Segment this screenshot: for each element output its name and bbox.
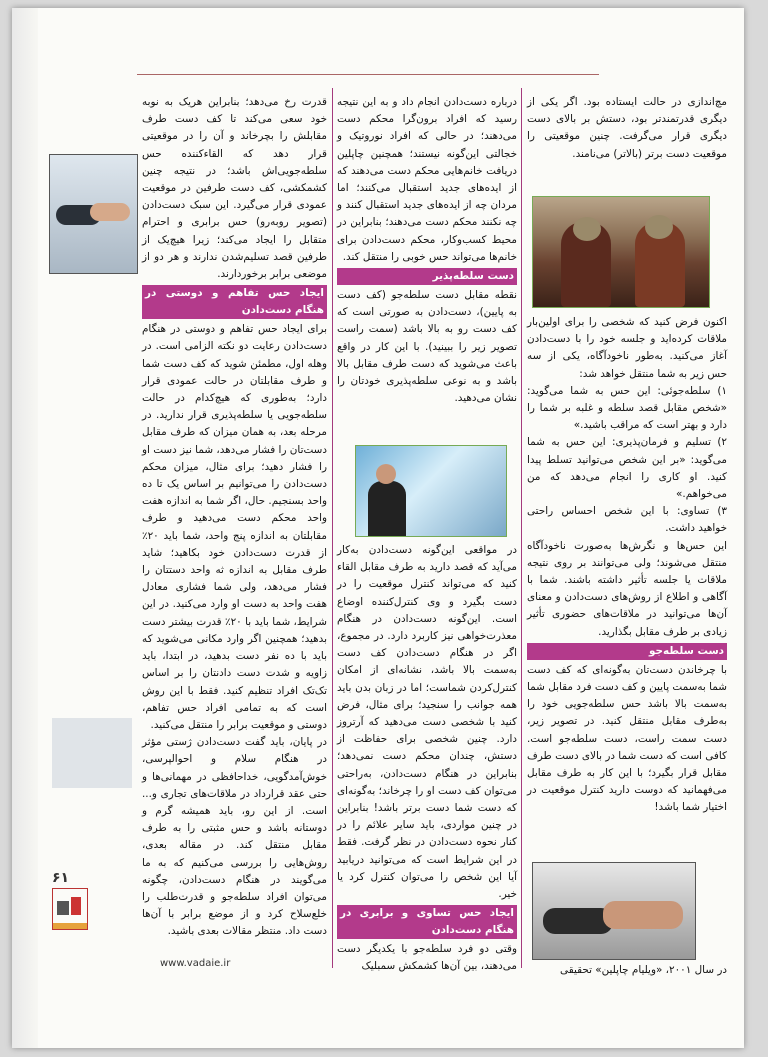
man-figure	[368, 481, 406, 536]
website-url[interactable]: www.vadaie.ir	[160, 958, 231, 969]
paragraph: درباره دست‌دادن انجام داد و به این نتیجه رسید که افراد برون‌گرا محکم دست می‌دهند؛ در حالی که افراد نوروتیک و خجالتی این‌گونه نیستند؛ همچنین چاپلین دریافت خانم‌هایی محکم دست می‌دهند که از ایده‌های جدید استقبال می‌کنند؛ اما مردان چه از ایده‌های جدید استقبال کنند و چه نکنند محکم دست می‌دهند؛ بنابراین در محیط کسب‌وکار، محکم دست‌دادن برای خانم‌ها می‌تواند حس خوبی را منتقل کند.	[337, 96, 517, 263]
paragraph: با چرخاندن دست‌تان به‌گونه‌ای که کف دست شما به‌سمت پایین و کف دست فرد مقابل شما به‌سمت بالا باشد حس سلطه‌جویی خود را به‌طرف مقابل منتقل کنید. در تصویر زیر، دست سمت راست، دست سلطه‌جو است. کافی است که دست شما در بالای دست طرف مقابل قرار بگیرد؛ با این کار به طرف مقابل می‌فهمانید که دوست دارید کنترل موقعیت در اختیار شما باشد!	[527, 663, 727, 814]
paragraph: نقطه مقابل دست سلطه‌جو (کف دست به پایین)، دست‌دادن به صورتی است که کف دست رو به بالا باشد (سمت راست تصویر زیر را ببینید). با این کار در واقع باعث می‌شوید که دست طرف مقابل بالا باشد و به نوعی سلطه‌پذیری خودتان را نشان می‌دهید.	[337, 289, 517, 405]
column-middle	[337, 94, 517, 407]
paragraph: وقتی دو فرد سلطه‌جو با یکدیگر دست می‌دهند، بین آن‌ها کشمکش سمبلیک	[337, 943, 517, 973]
paragraph: در سال ۲۰۰۱، «ویلیام چاپلین» تحقیقی	[560, 964, 727, 976]
hand	[90, 203, 130, 221]
paragraph: این حس‌ها و نگرش‌ها به‌صورت ناخودآگاه منتقل می‌شوند؛ ولی می‌توانند بر روی نتیجه ملاقات یا جلسه تأثیر داشته باشند. شما با آگاهی و اطلاع از روش‌های دست‌دادن و معنای آن‌ها می‌توانید در ملاقات‌های حضوری تأثیر زیادی بر طرف مقابل بگذارید.	[527, 539, 727, 638]
hand	[603, 901, 683, 929]
column-right	[527, 94, 727, 163]
magazine-logo	[52, 888, 88, 930]
background-faded-image	[52, 718, 132, 788]
column-left	[142, 94, 327, 941]
column-divider	[521, 88, 522, 968]
dominant-handshake-photo	[532, 862, 696, 960]
paragraph: برای ایجاد حس تفاهم و دوستی در هنگام دست‌دادن رعایت دو نکته الزامی است. در وهله اول، مطمئن شوید که کف دست شما و طرف مقابلتان در حالت عمودی قرار دارد؛ به‌طوری که هیچ‌کدام در حالت سلطه‌جویی یا سلطه‌پذیری قرار ندارید. در مرحله بعد، به همان میزان که طرف مقابل دست‌تان را فشار می‌دهد، شما نیز دست او را فشار دهید؛ برای مثال، میزان محکم دست‌دادن را می‌توانیم بر اساس یک تا ده واحد بسنجیم. حال، اگر شما به اندازه هفت واحد محکم دست می‌دهید و طرف مقابلتان به اندازه پنج واحد، شما باید ۲۰٪ از قدرت دست‌دادن خود بکاهید؛ شاید طرف مقابل به اندازه ثه واحد دستتان را فشار می‌دهد، ولی شما فشاری معادل هفت واحد به دست او وارد می‌کنید. در این شرایط، شما باید با ۲۰٪ قدرت بیشتر دست بدهید؛ همچنین اگر وارد مکانی می‌شوید که باید با ده نفر دست بدهید، در ابتدا، باید زاویه و شدت دست دادنتان را بر اساس تک‌تک افراد تنظیم کنید. فقط با این روش است که به تمامی افراد حس تفاهم، دوستی و موقعیت برابر را منتقل می‌کنید.	[142, 323, 327, 731]
paragraph: مچ‌اندازی در حالت ایستاده بود. اگر یکی از دیگری قدرتمندتر بود، دستش بر بالای دست دیگری قرار می‌گرفت. چنین موقعیتی را موقعیت دست برتر (بالاتر) می‌نامند.	[527, 96, 727, 160]
paragraph: ۳) تساوی: با این شخص احساس راحتی خواهید داشت.	[527, 505, 727, 535]
paragraph: قدرت رخ می‌دهد؛ بنابراین هریک به نوبه خود سعی می‌کند تا کف دست طرف مقابلش را بچرخاند و آن را در موقعیتی قرار دهد که القاءکننده حس سلطه‌جویی‌اش باشد؛ در نتیجه چنین کشمکشی، کف دست طرفین در موقعیت عمودی قرار می‌گیرد. این سبک دست‌دادن (تصویر روبه‌رو) حس برابری و احترام متقابل را ایجاد می‌کند؛ زیرا هیچ‌یک از طرفین قصد تسلیم‌شدن ندارند و هر دو از موضعی برابر برخوردارند.	[142, 96, 327, 281]
roman-soldiers-photo	[532, 196, 710, 308]
top-rule	[137, 74, 599, 75]
logo-mark	[57, 901, 69, 915]
helmet	[573, 217, 601, 241]
column-right-footer	[527, 962, 727, 979]
paragraph: اکنون فرض کنید که شخصی را برای اولین‌بار ملاقات کرده‌اید و جلسه خود را با دست‌دادن آغاز می‌کنید. به‌طور ناخودآگاه، یکی از سه حس زیر به شما منتقل خواهد شد:	[527, 316, 727, 380]
helmet	[645, 215, 673, 239]
paragraph: ۱) سلطه‌جوئی: این حس به شما می‌گوید: «شخص مقابل قصد سلطه و غلبه بر شما را دارد و بهتر است که مراقب باشید.»	[527, 384, 727, 432]
paragraph: در پایان، باید گفت دست‌دادن ژستی مؤثر در هنگام سلام و احوالپرسی، خوش‌آمدگویی، خداحافظی در مهمانی‌ها و حتی عقد قرارداد در ملاقات‌های تجاری و... است. از این رو، باید همیشه گرم و دوستانه باشد و حس مثبتی را به طرف مقابل منتقل کند. در مقاله بعدی، روش‌هایی را بررسی می‌کنیم که به ما می‌گویند در هنگام دست‌دادن، چگونه می‌توان افراد سلطه‌جو و قدرت‌طلب را خلع‌سلاح کرد و از موضع برابر با آن‌ها دست داد. منتظر مقالات بعدی باشید.	[142, 736, 327, 938]
magazine-page	[12, 8, 744, 1048]
equal-handshake-photo	[49, 154, 138, 274]
section-heading: ایجاد حس تفاهم و دوستی در هنگام دست‌دادن	[142, 285, 327, 319]
column-middle-lower	[337, 542, 517, 976]
control-handshake-photo	[355, 445, 507, 537]
logo-mark	[71, 897, 81, 915]
paragraph: ۲) تسلیم و فرمان‌پذیری: این حس به شما می‌گوید: «بر این شخص می‌توانید تسلط پیدا کنید. او کاری را انجام می‌دهد که من می‌خواهم.»	[527, 436, 727, 501]
paragraph: در مواقعی این‌گونه دست‌دادن به‌کار می‌آید که قصد دارید به طرف مقابل القاء کنید که می‌تواند کنترل موقعیت را در دست بگیرد و وی کنترل‌کننده اوضاع است. این‌گونه دست‌دادن در هنگام معذرت‌خواهی نیز کاربرد دارد. در مجموع، اگر در هنگام دست‌دادن کف دست به‌سمت بالا باشد، نشانه‌ای از امکان کنترل‌کردن شماست؛ اما در زبان بدن باید همه جوانب را سنجید؛ برای مثال، فرض کنید با شخصی دست می‌دهید که آرتروز دارد. چنین شخصی برای حفاظت از دستش، چندان محکم دست نمی‌دهد؛ بنابراین در هنگام دست‌دادن، به‌راحتی می‌توان کف دست او را چرخاند؛ به‌گونه‌ای که دست شما دست برتر باشد! بنابراین در چنین مواردی، باید سایر علائم را در کنار نحوه دست‌دادن در نظر گرفت. فقط در این شرایط است که می‌توانید دریابید آیا این شخص را می‌توان کنترل کرد یا خیر.	[337, 544, 517, 901]
section-heading: دست سلطه‌پذیر	[337, 268, 517, 285]
section-heading: ایجاد حس تساوی و برابری در هنگام دست‌دادن	[337, 905, 517, 939]
page-number: ۶۱	[52, 870, 70, 886]
man-head	[376, 464, 396, 484]
section-heading: دست سلطه‌جو	[527, 643, 727, 660]
column-right-lower	[527, 314, 727, 817]
column-divider	[332, 88, 333, 968]
logo-bar	[53, 923, 87, 929]
